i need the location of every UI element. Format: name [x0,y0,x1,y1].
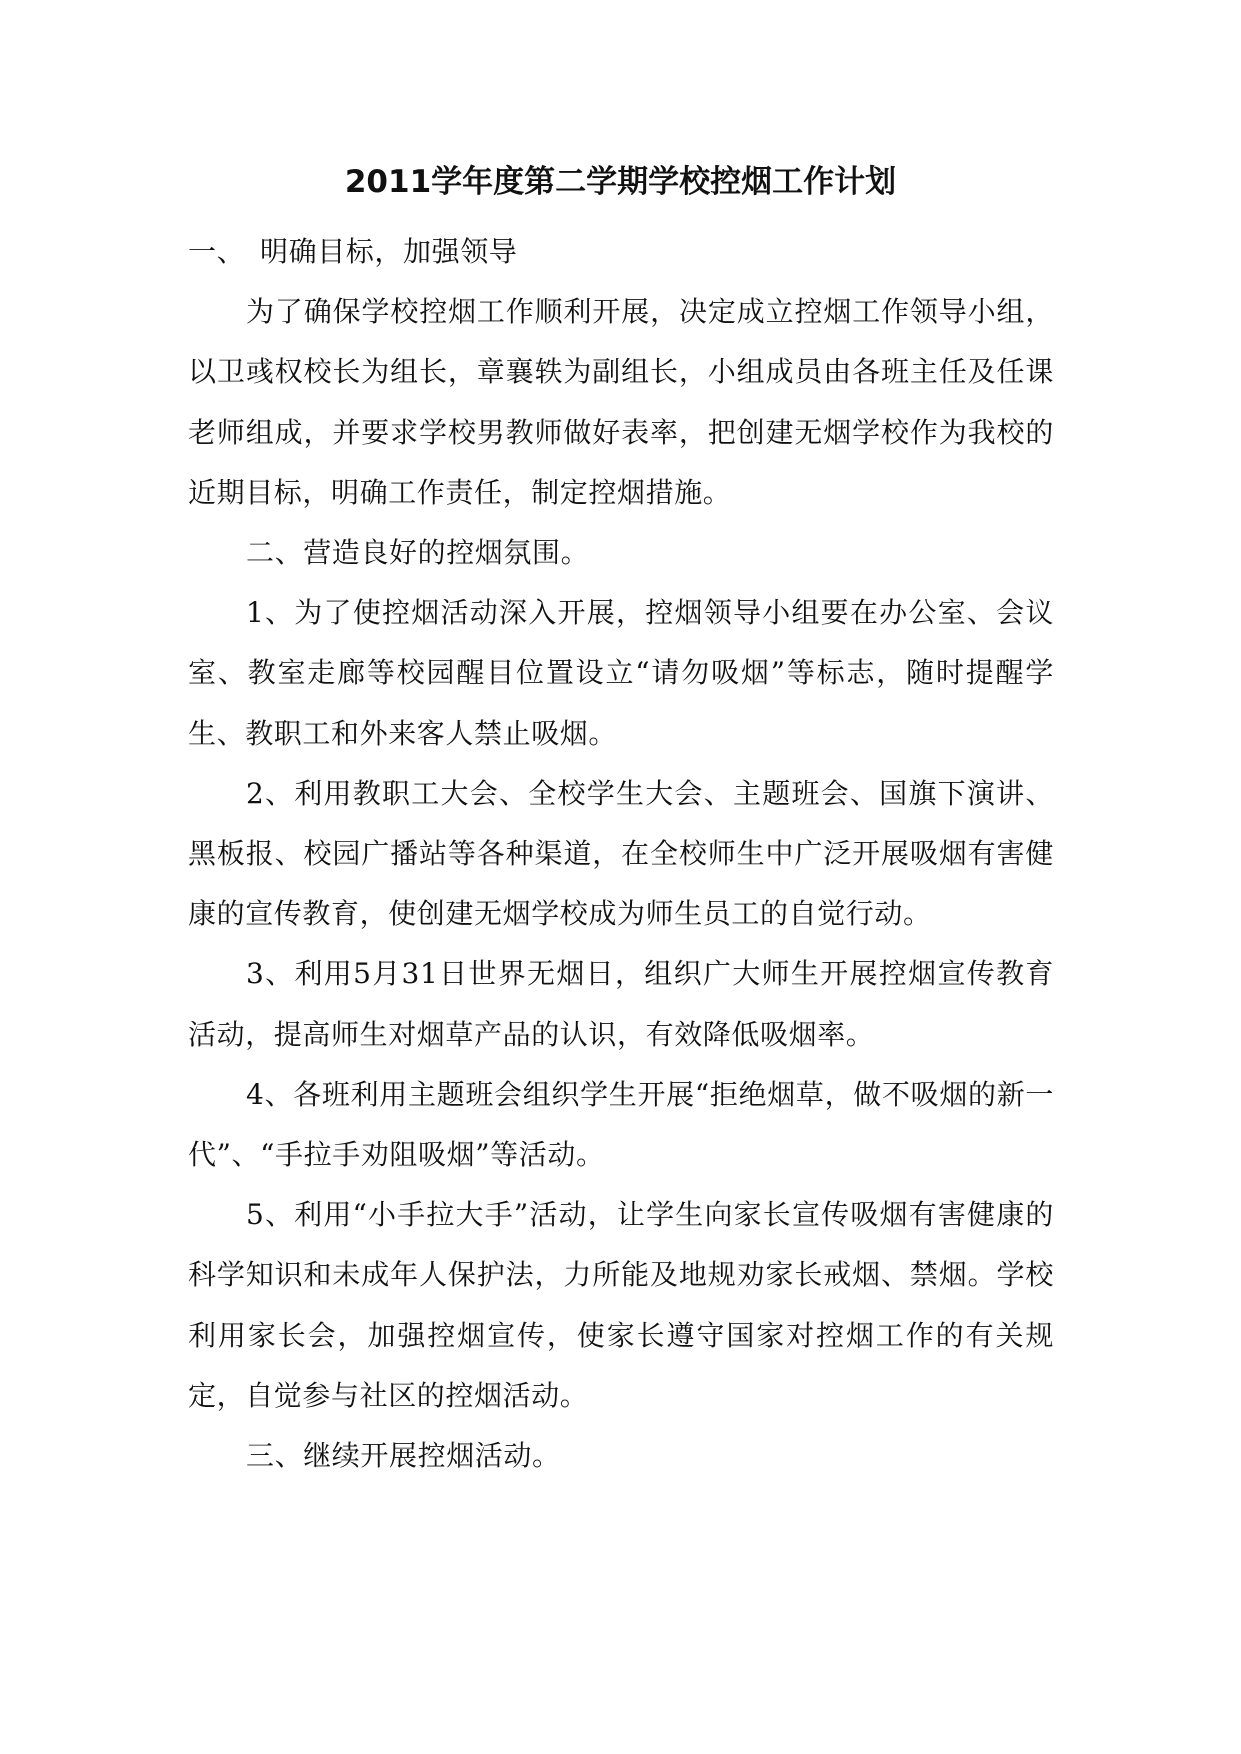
section-2-item-4: 4、各班利用主题班会组织学生开展“拒绝烟草，做不吸烟的新一代”、“手拉手劝阻吸烟”等活动。 [188,1077,1054,1172]
section-2-item-2: 2、利用教职工大会、全校学生大会、主题班会、国旗下演讲、黑板报、校园广播站等各种渠道，在全校师生中广泛开展吸烟有害健康的宣传教育，使创建无烟学校成为师生员工的自觉行动。 [188,776,1054,931]
document-body [188,222,1054,1486]
section-2-item-5: 5、利用“小手拉大手”活动，让学生向家长宣传吸烟有害健康的科学知识和未成年人保护法，力所能及地规劝家长戒烟、禁烟。学校利用家长会，加强控烟宣传，使家长遵守国家对控烟工作的有关规定，自觉参与社区的控烟活动。 [188,1198,1054,1412]
section-2-item-3: 3、利用5月31日世界无烟日，组织广大师生开展控烟宣传教育活动，提高师生对烟草产品的认识，有效降低吸烟率。 [188,957,1054,1051]
section-2-heading: 二、营造良好的控烟氛围。 [246,536,590,570]
section-1-heading-text: 明确目标，加强领导 [260,235,518,268]
section-1-paragraph: 为了确保学校控烟工作顺利开展，决定成立控烟工作领导小组，以卫彧权校长为组长，章襄轶为副组长，小组成员由各班主任及任课老师组成，并要求学校男教师做好表率，把创建无烟学校作为我校的近期目标，明确工作责任，制定控烟措施。 [188,295,1054,509]
section-3-heading: 三、继续开展控烟活动。 [246,1439,561,1473]
section-2-item-1: 1、为了使控烟活动深入开展，控烟领导小组要在办公室、会议室、教室走廊等校园醒目位置设立“请勿吸烟”等标志，随时提醒学生、教职工和外来客人禁止吸烟。 [188,596,1054,750]
document-title: 2011学年度第二学期学校控烟工作计划 [344,164,897,200]
section-1-heading [188,222,1054,282]
section-1-number: 一、 [188,235,246,268]
